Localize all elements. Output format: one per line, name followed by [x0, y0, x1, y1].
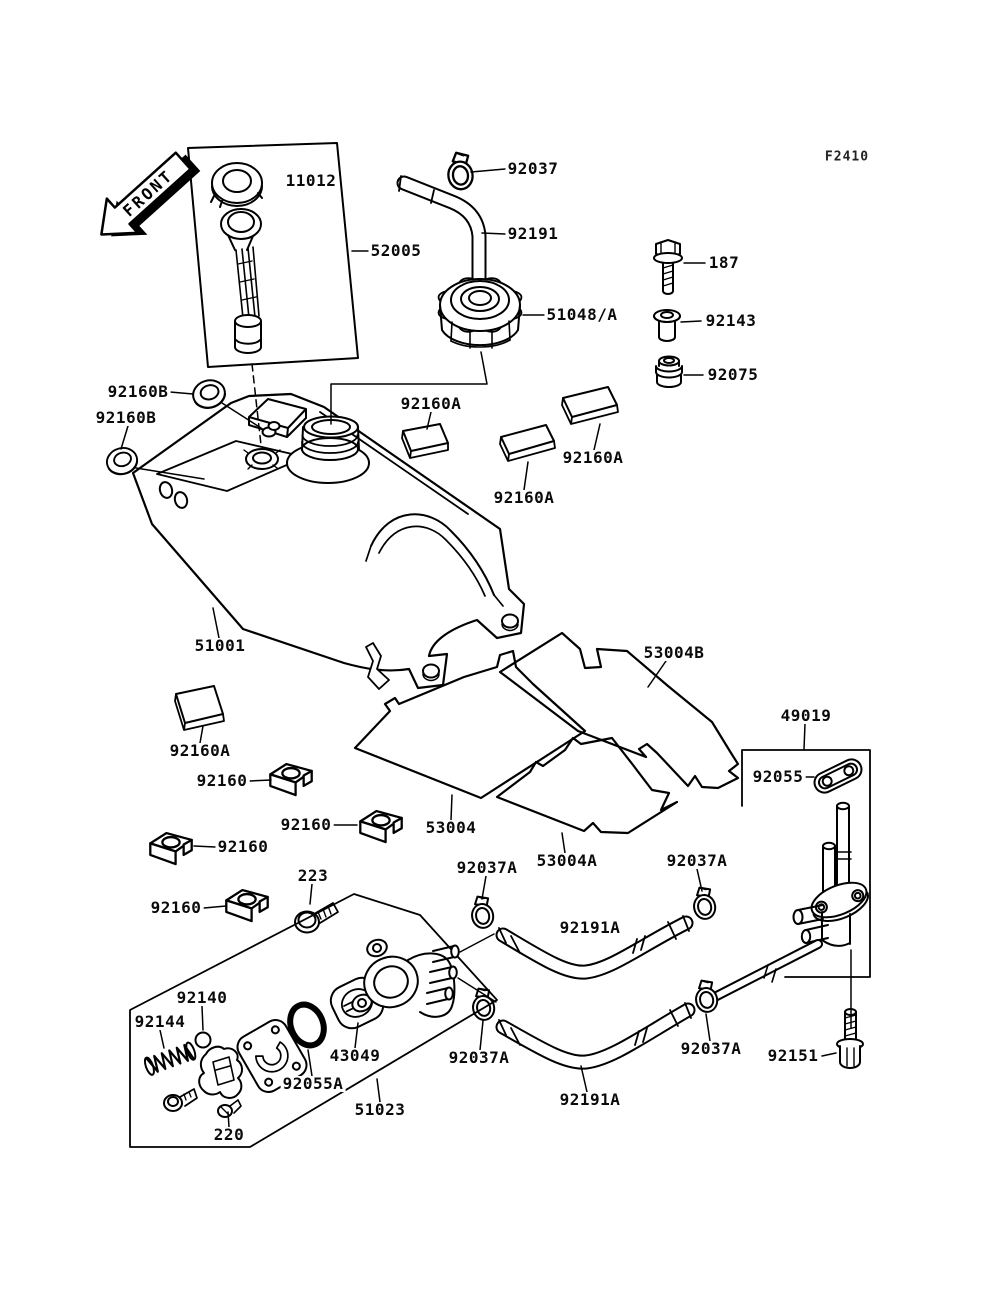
part-label-92160a-1: 92160A — [400, 394, 462, 413]
part-label-92160a-2: 92160A — [562, 448, 624, 467]
collar-92143 — [654, 310, 680, 341]
part-label-53004b: 53004B — [643, 643, 705, 662]
fuel-cap-51048 — [439, 278, 522, 348]
part-label-220: 220 — [213, 1125, 245, 1144]
petcock-lever — [199, 1047, 242, 1098]
ball-92140 — [196, 1033, 211, 1048]
hose-clamp-92037a-4 — [692, 978, 719, 1014]
fiche-code: F2410 — [824, 149, 870, 165]
part-label-11012: 11012 — [285, 171, 337, 190]
part-label-92037a-4: 92037A — [680, 1039, 742, 1058]
part-label-92037: 92037 — [507, 159, 559, 178]
part-label-92160-2: 92160 — [280, 815, 332, 834]
part-label-223: 223 — [297, 866, 329, 885]
part-label-92160a-4: 92160A — [169, 741, 231, 760]
tank-pad-92160a-2 — [562, 387, 618, 424]
part-label-43049: 43049 — [329, 1046, 381, 1065]
spring-92144 — [143, 1042, 197, 1076]
part-label-92160b-1: 92160B — [107, 382, 169, 401]
part-label-92191a-1: 92191A — [559, 918, 621, 937]
tank-pad-53004 — [355, 651, 585, 798]
part-label-92037a-2: 92037A — [666, 851, 728, 870]
part-label-92191a-2: 92191A — [559, 1090, 621, 1109]
part-label-92160b-2: 92160B — [95, 408, 157, 427]
part-label-92037a-3: 92037A — [448, 1048, 510, 1067]
breather-hose-92191 — [399, 176, 486, 288]
part-label-92151: 92151 — [767, 1046, 819, 1065]
part-label-92143: 92143 — [705, 311, 757, 330]
part-label-92075: 92075 — [707, 365, 759, 384]
part-label-92144: 92144 — [134, 1012, 186, 1031]
clip-92160-1 — [270, 764, 311, 795]
hose-clamp-92037a-2 — [690, 885, 717, 921]
part-label-92191: 92191 — [507, 224, 559, 243]
fuel-tap-49019 — [707, 803, 873, 1001]
tank-pad-92160a-1 — [402, 424, 448, 458]
part-label-92055: 92055 — [752, 767, 804, 786]
bolt-187 — [654, 240, 682, 294]
part-label-92160-3: 92160 — [217, 837, 269, 856]
fuel-hose-92191a-bottom — [499, 1003, 691, 1062]
clip-92160-3 — [150, 833, 191, 864]
part-label-51023: 51023 — [354, 1100, 406, 1119]
front-arrow-icon — [86, 140, 208, 258]
grommet-92160b-1 — [190, 377, 228, 412]
part-label-92055a: 92055A — [282, 1074, 344, 1093]
tank-pad-92160a-4 — [175, 686, 224, 730]
bolt-223 — [295, 903, 338, 933]
part-label-51048a: 51048/A — [546, 305, 618, 324]
part-label-92160-1: 92160 — [196, 771, 248, 790]
tank-pad-92160a-3 — [500, 425, 555, 461]
screw-220 — [218, 1100, 241, 1117]
fuel-tank-51001 — [133, 394, 524, 689]
part-label-53004a: 53004A — [536, 851, 598, 870]
tank-pad-53004a — [497, 738, 677, 833]
part-label-92037a-1: 92037A — [456, 858, 518, 877]
clip-92160-2 — [360, 811, 401, 842]
part-label-92140: 92140 — [176, 988, 228, 1007]
part-label-53004: 53004 — [425, 818, 477, 837]
front-label: FRONT — [119, 165, 177, 221]
hose-clamp-92037a-3 — [469, 986, 496, 1022]
part-label-52005: 52005 — [370, 241, 422, 260]
part-label-92160-4: 92160 — [150, 898, 202, 917]
screw-small — [164, 1089, 197, 1111]
gasket-92055 — [811, 756, 865, 796]
part-label-51001: 51001 — [194, 636, 246, 655]
part-label-92160a-3: 92160A — [493, 488, 555, 507]
damper-92075 — [656, 357, 682, 388]
part-label-49019: 49019 — [780, 706, 832, 725]
clip-92160-4 — [226, 890, 267, 921]
bolt-92151 — [837, 1009, 863, 1068]
hose-clamp-92037 — [445, 151, 474, 191]
part-label-187: 187 — [708, 253, 740, 272]
